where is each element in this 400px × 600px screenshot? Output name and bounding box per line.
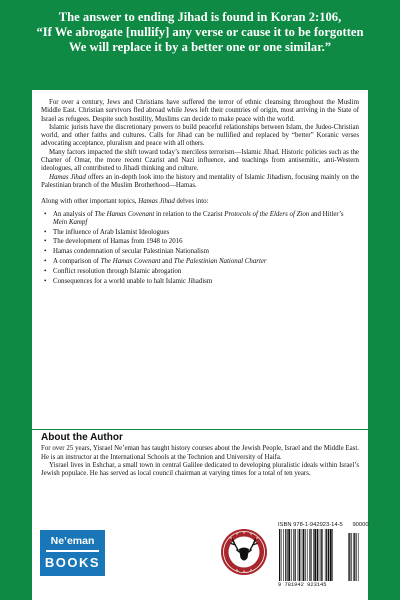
barcode-bar bbox=[303, 529, 305, 581]
barcode-bar bbox=[299, 529, 300, 581]
barcode-bar bbox=[291, 529, 292, 581]
intro-paragraph-4-text: offers an in-depth look into the history and mentality of Islamic Jihadism, focusing mainly on the Palestinian branch of the Muslim Brotherhood—Hamas. bbox=[41, 173, 359, 189]
topics-lead-text: Along with other important topics, bbox=[41, 198, 139, 206]
description-panel bbox=[32, 90, 368, 429]
topic-item: • The influence of Arab Islamist Ideologues bbox=[53, 229, 359, 237]
barcode-bar bbox=[319, 529, 320, 581]
price-code: 90000 bbox=[352, 522, 369, 528]
topic-item: • The development of Hamas from 1948 to 2016 bbox=[53, 238, 359, 246]
barcode-addon-bar bbox=[353, 533, 354, 581]
barcode-bar bbox=[287, 529, 288, 581]
barcode-bar bbox=[321, 529, 322, 581]
topics-list bbox=[41, 211, 359, 286]
barcode-bar bbox=[314, 529, 316, 581]
barcode-addon-bar bbox=[351, 533, 352, 581]
topic-5-text: A comparison of bbox=[53, 258, 101, 266]
barcode-addon-bar bbox=[358, 533, 359, 581]
intro-paragraph-3: Many factors impacted the shift toward today’s merciless terrorism—Islamic Jihad. Historic policies such as the Charter of Omar, the more recent Czarist and Nazi influence, and teachings from antisemitic, anti-Western ideologues, all contributed to Jihadi thinking and culture. bbox=[41, 148, 359, 173]
ean-digits: 9 781942 923145 bbox=[278, 582, 327, 588]
barcode-bar bbox=[317, 529, 318, 581]
barcode-bar bbox=[279, 529, 280, 581]
barcode-bar bbox=[288, 529, 290, 581]
barcode-bar bbox=[309, 529, 310, 581]
barcode-bar bbox=[305, 529, 306, 581]
topic-1-title-1: The Hamas Covenant bbox=[94, 210, 155, 218]
isbn-label bbox=[278, 522, 369, 528]
topic-item bbox=[53, 211, 359, 228]
topic-item: • Hamas condemnation of secular Palestinian Nationalism bbox=[53, 248, 359, 256]
stag-seal-icon bbox=[220, 528, 268, 576]
barcode-bar bbox=[326, 529, 327, 581]
barcode-bars-icon bbox=[278, 529, 366, 581]
barcode-bar bbox=[281, 529, 282, 581]
barcode-bar bbox=[283, 529, 284, 581]
publisher-logo-divider bbox=[46, 550, 99, 552]
topics-lead-end: delves into: bbox=[174, 198, 209, 206]
barcode-bar bbox=[322, 529, 323, 581]
barcode-addon-bar bbox=[348, 533, 349, 581]
about-author-heading: About the Author bbox=[41, 432, 123, 443]
headline-line-2: “If We abrogate [nullify] any verse or cause it to be forgotten bbox=[36, 25, 364, 40]
headline-line-3: We will replace it by a better one or one similar.” bbox=[68, 40, 332, 55]
barcode-bar bbox=[307, 529, 308, 581]
topic-5-text-2: and bbox=[160, 258, 174, 266]
topic-item: • Conflict resolution through Islamic abrogation bbox=[53, 268, 359, 276]
topic-1-text-3: and Hitler’s bbox=[309, 210, 344, 218]
topic-item: • Consequences for a world unable to halt Islamic Jihadism bbox=[53, 278, 359, 286]
intro-paragraph-4 bbox=[41, 174, 359, 191]
topics-lead bbox=[41, 198, 359, 206]
topic-1-title-3: Mein Kampf bbox=[53, 218, 88, 226]
isbn-barcode bbox=[276, 520, 368, 590]
topic-1-text-2: in relation to the Czarist bbox=[154, 210, 225, 218]
headline-line-1: The answer to ending Jihad is found in Koran 2:106, bbox=[58, 10, 342, 24]
topics-lead-title: Hamas Jihad bbox=[138, 198, 175, 206]
barcode-bar bbox=[313, 529, 314, 581]
publisher-logo bbox=[40, 530, 105, 576]
barcode-bar bbox=[330, 529, 332, 581]
barcode-bar bbox=[311, 529, 312, 581]
barcode-bar bbox=[293, 529, 294, 581]
topic-1-title-2: Protocols of the Elders of Zion bbox=[224, 210, 310, 218]
barcode-bar bbox=[325, 529, 326, 581]
topic-1-text: An analysis of bbox=[53, 210, 95, 218]
barcode-addon-bar bbox=[354, 533, 355, 581]
barcode-bar bbox=[301, 529, 302, 581]
topic-5-title-1: The Hamas Covenant bbox=[100, 258, 161, 266]
barcode-bar bbox=[295, 529, 296, 581]
barcode-bar bbox=[332, 529, 333, 581]
headline-quote bbox=[14, 10, 386, 56]
barcode-bar bbox=[285, 529, 286, 581]
publisher-name-line-1: Ne’eman bbox=[50, 535, 95, 547]
book-title: Hamas Jihad bbox=[49, 173, 86, 181]
topic-item bbox=[53, 258, 359, 266]
barcode-addon-bar bbox=[349, 533, 350, 581]
barcode-addon-bar bbox=[356, 533, 357, 581]
intro-paragraph-2: Islamic jurists have the discretionary powers to build peaceful relationships between Islam, the Judeo-Christian world, and other faiths and cultures. Calls for Jihad can be nullified and replaced by “better” Koranic verses advocating acceptance, pluralism and peace with all others. bbox=[41, 123, 359, 148]
author-paragraph-2: Yisrael lives in Eshchar, a small town in central Galilee dedicated to developing pluralistic ideals within Israel’s Jewish populace. He has served as local council chairman at varying times for a total of ten years. bbox=[41, 461, 359, 478]
isbn-number: ISBN 978-1-942923-14-5 bbox=[278, 522, 343, 528]
topic-5-title-2: The Palestinian National Charter bbox=[173, 258, 267, 266]
barcode-bar bbox=[298, 529, 299, 581]
intro-paragraph-1: For over a century, Jews and Christians have suffered the terror of ethnic cleansing throughout the Muslim Middle East. Christian survivors fled abroad while Jews left their countries of origin, most arriving in the State of Israel as refugees. Despite such hostility, Muslims can decide to make peace with the world. bbox=[41, 99, 359, 123]
publisher-name-line-2: BOOKS bbox=[44, 555, 101, 570]
barcode-bar bbox=[328, 529, 329, 581]
author-paragraph-1: For over 25 years, Yisrael Ne’eman has taught history courses about the Jewish People, Israel and the Middle East. He is an instructor at the International Schools at the Technion and University of Haifa. bbox=[41, 445, 359, 461]
